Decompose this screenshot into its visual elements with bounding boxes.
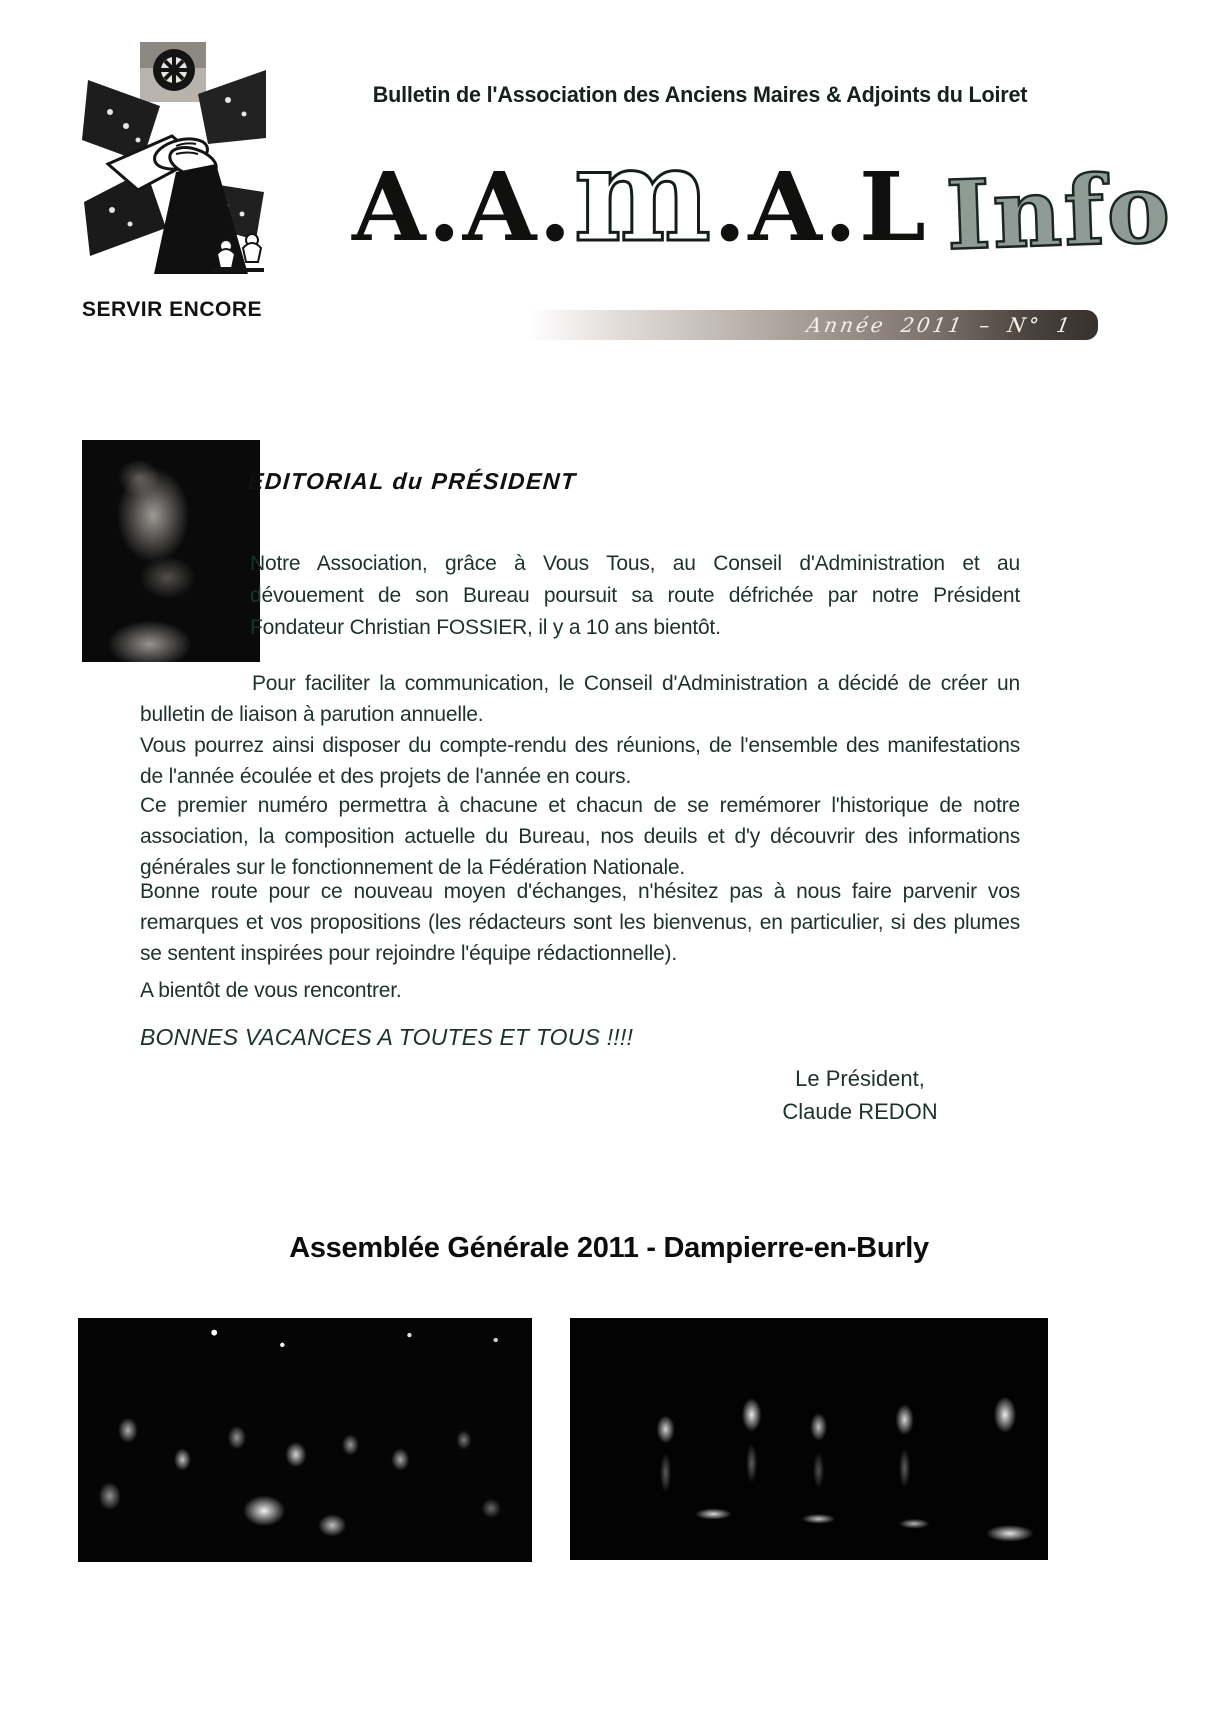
association-hands-logo-art bbox=[80, 42, 268, 292]
audience-photo bbox=[78, 1318, 532, 1562]
masthead-part-a1: A.A. bbox=[352, 152, 574, 263]
signature-role: Le Président, bbox=[795, 1066, 925, 1091]
masthead-part-info: Info bbox=[944, 153, 1174, 272]
masthead-aamal-info bbox=[352, 118, 1174, 272]
signature-block bbox=[700, 1062, 1020, 1128]
masthead-part-m-outline: m bbox=[573, 118, 714, 271]
signature-name: Claude REDON bbox=[782, 1099, 938, 1124]
issue-banner-text: Année 2011 – N° 1 bbox=[804, 313, 1075, 337]
head-table-photo bbox=[570, 1318, 1048, 1560]
editorial-paragraph-6: A bientôt de vous rencontrer. bbox=[140, 979, 402, 1002]
bulletin-title: Bulletin de l'Association des Anciens Maires & Adjoints du Loiret bbox=[372, 82, 1028, 107]
editorial-heading: EDITORIAL du PRÉSIDENT bbox=[247, 468, 578, 494]
masthead-part-a2: .A.L bbox=[713, 152, 928, 263]
tagline-servir-encore: SERVIR ENCORE bbox=[82, 298, 262, 321]
vacation-line: BONNES VACANCES A TOUTES ET TOUS !!!! bbox=[140, 1024, 634, 1050]
editorial-paragraph-5: Bonne route pour ce nouveau moyen d'échanges, n'hésitez pas à nous faire parvenir vos remarques et vos propositions (les rédacteurs sont les bienvenus, en particulier, si des plumes se sentent inspirées pour rejoindre l'équipe rédactionnelle). bbox=[140, 880, 1020, 965]
issue-banner bbox=[528, 310, 1098, 340]
assembly-heading: Assemblée Générale 2011 - Dampierre-en-Burly bbox=[289, 1232, 929, 1264]
editorial-paragraph-4: Ce premier numéro permettra à chacune et chacun de se remémorer l'historique de notre association, la composition actuelle du Bureau, nos deuils et d'y découvrir des informations générales sur le fonctionnement de la Fédération Nationale. bbox=[140, 794, 1020, 879]
editorial-paragraph-2: Pour faciliter la communication, le Conseil d'Administration a décidé de créer un bulletin de liaison à parution annuelle. bbox=[140, 672, 1020, 726]
editorial-paragraph-1: Notre Association, grâce à Vous Tous, au Conseil d'Administration et au dévouement de son Bureau poursuit sa route défrichée par notre Président Fondateur Christian FOSSIER, il y a 10 ans bientôt. bbox=[250, 552, 1020, 639]
editorial-paragraph-3: Vous pourrez ainsi disposer du compte-rendu des réunions, de l'ensemble des manifestations de l'année écoulée et des projets de l'année en cours. bbox=[140, 734, 1020, 788]
president-portrait-photo bbox=[82, 440, 260, 662]
association-hands-logo bbox=[80, 42, 268, 292]
